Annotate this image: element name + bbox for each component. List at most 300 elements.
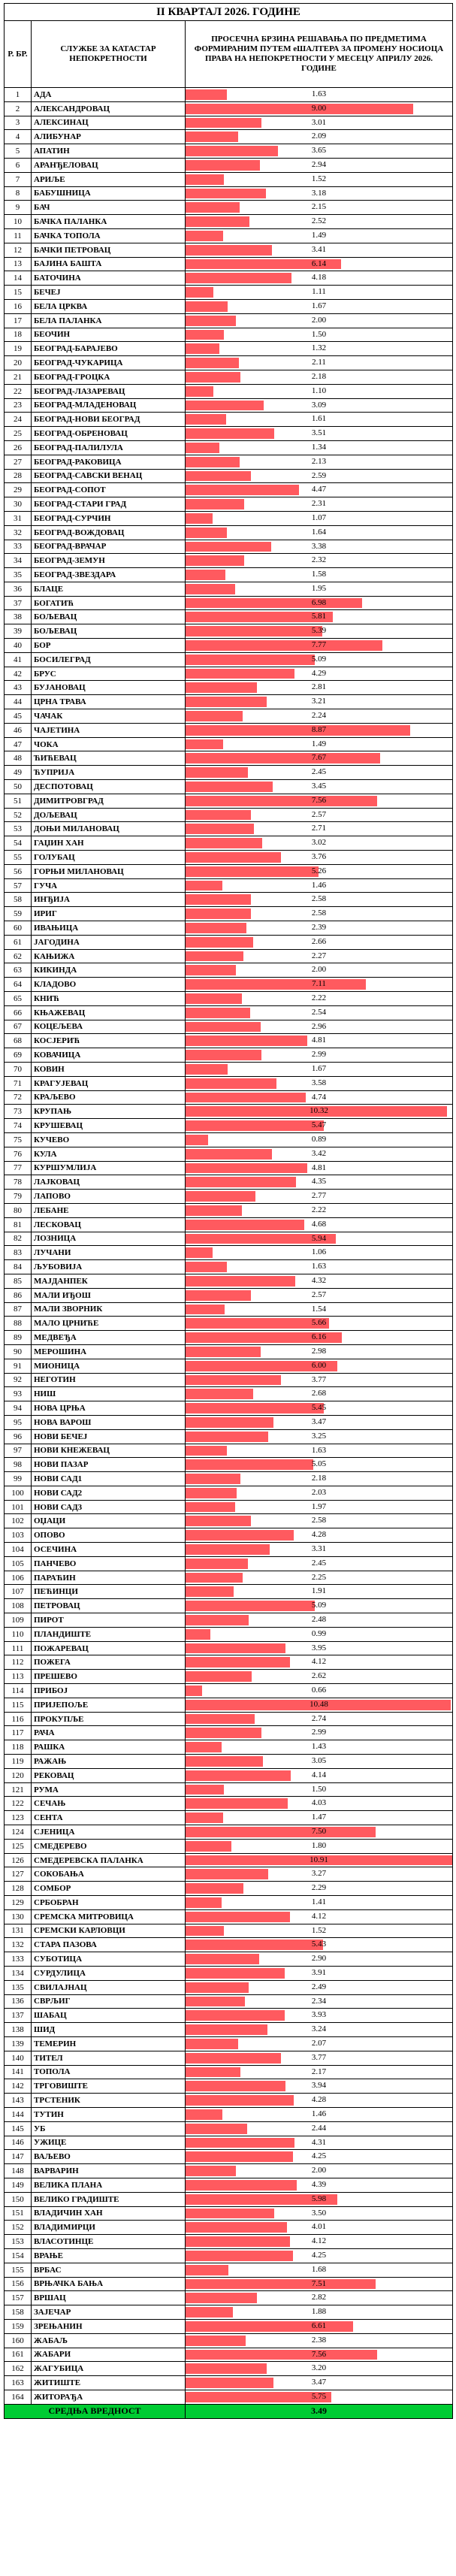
speed-bar-cell bbox=[186, 370, 453, 384]
bar-value-label: 7.77 bbox=[311, 640, 327, 650]
row-number: 151 bbox=[5, 2206, 32, 2221]
bar-value-label: 2.38 bbox=[311, 2335, 327, 2345]
row-number: 2 bbox=[5, 101, 32, 116]
row-number: 35 bbox=[5, 568, 32, 582]
service-name: ВАРВАРИН bbox=[32, 2164, 186, 2178]
table-row bbox=[5, 751, 453, 766]
speed-bar-cell bbox=[186, 681, 453, 695]
table-row bbox=[5, 440, 453, 455]
service-name: СЈЕНИЦА bbox=[32, 1825, 186, 1840]
bar-value-label: 3.47 bbox=[311, 1416, 327, 1426]
bar-value-label: 3.25 bbox=[311, 1431, 327, 1441]
table-row bbox=[5, 2376, 453, 2390]
speed-bar-cell bbox=[186, 427, 453, 441]
bar-value-label: 1.52 bbox=[311, 174, 327, 183]
service-name: БЕЧЕЈ bbox=[32, 286, 186, 300]
bar-value-label: 2.29 bbox=[311, 1883, 327, 1893]
speed-bar-cell bbox=[186, 2319, 453, 2333]
table-row bbox=[5, 1839, 453, 1853]
speed-bar-cell bbox=[186, 1556, 453, 1571]
bar-value-label: 5.94 bbox=[311, 1233, 327, 1243]
bar-value-label: 2.71 bbox=[311, 824, 327, 833]
service-name: АЛЕКСИНАЦ bbox=[32, 116, 186, 130]
row-number: 119 bbox=[5, 1755, 32, 1769]
row-number: 109 bbox=[5, 1613, 32, 1628]
row-number: 104 bbox=[5, 1543, 32, 1557]
row-number: 100 bbox=[5, 1486, 32, 1500]
row-number: 153 bbox=[5, 2235, 32, 2249]
service-name: ПРЕШЕВО bbox=[32, 1670, 186, 1684]
speed-bar-cell bbox=[186, 1613, 453, 1628]
bar-value-label: 1.50 bbox=[311, 1784, 327, 1794]
service-name: ЦРНА ТРАВА bbox=[32, 695, 186, 709]
speed-bar-cell bbox=[186, 1161, 453, 1175]
speed-bar-cell bbox=[186, 1641, 453, 1655]
speed-bar-cell bbox=[186, 780, 453, 794]
speed-bar-cell bbox=[186, 1387, 453, 1401]
service-name: ЋИЋЕВАЦ bbox=[32, 751, 186, 766]
row-number: 37 bbox=[5, 596, 32, 610]
speed-bar-cell bbox=[186, 2362, 453, 2376]
speed-bar-cell bbox=[186, 356, 453, 370]
speed-bar-cell bbox=[186, 1203, 453, 1217]
bar-value-label: 4.14 bbox=[311, 1770, 327, 1779]
table-row bbox=[5, 455, 453, 469]
speed-bar-cell bbox=[186, 1232, 453, 1246]
bar-value-label: 1.64 bbox=[311, 527, 327, 537]
row-number: 40 bbox=[5, 639, 32, 653]
row-number: 121 bbox=[5, 1782, 32, 1797]
row-number: 94 bbox=[5, 1401, 32, 1416]
service-name: ЖАГУБИЦА bbox=[32, 2362, 186, 2376]
bar-value-label: 5.75 bbox=[311, 2391, 327, 2401]
table-row bbox=[5, 1105, 453, 1119]
speed-bar-cell bbox=[186, 1712, 453, 1726]
speed-bar-cell bbox=[186, 2164, 453, 2178]
speed-bar-cell bbox=[186, 624, 453, 639]
row-number: 79 bbox=[5, 1190, 32, 1204]
bar-value-label: 1.97 bbox=[311, 1501, 327, 1511]
speed-bar-cell bbox=[186, 2107, 453, 2121]
row-number: 84 bbox=[5, 1260, 32, 1274]
row-number: 112 bbox=[5, 1655, 32, 1670]
service-name: ПЕЋИНЦИ bbox=[32, 1585, 186, 1599]
bar-value-label: 1.46 bbox=[311, 880, 327, 890]
row-number: 47 bbox=[5, 737, 32, 751]
table-row bbox=[5, 709, 453, 724]
bar-value-label: 4.32 bbox=[311, 1275, 327, 1285]
row-number: 154 bbox=[5, 2248, 32, 2263]
service-name: ЗРЕЊАНИН bbox=[32, 2319, 186, 2333]
row-number: 78 bbox=[5, 1175, 32, 1190]
row-number: 62 bbox=[5, 949, 32, 963]
service-name: НОВА ЦРЊА bbox=[32, 1401, 186, 1416]
service-name: КУЧЕВО bbox=[32, 1132, 186, 1147]
speed-bar-cell bbox=[186, 342, 453, 356]
table-row bbox=[5, 2192, 453, 2206]
table-row bbox=[5, 1952, 453, 1967]
service-name: ДИМИТРОВГРАД bbox=[32, 794, 186, 808]
row-number: 117 bbox=[5, 1726, 32, 1740]
service-name: НЕГОТИН bbox=[32, 1373, 186, 1387]
speed-bar-cell bbox=[186, 1768, 453, 1782]
table-row bbox=[5, 1401, 453, 1416]
bar-value-label: 3.51 bbox=[311, 428, 327, 438]
table-row bbox=[5, 158, 453, 172]
row-number: 52 bbox=[5, 808, 32, 822]
service-name: АПАТИН bbox=[32, 144, 186, 159]
service-name: КОВИН bbox=[32, 1062, 186, 1076]
table-row bbox=[5, 1811, 453, 1825]
service-name: БЕЛА ЦРКВА bbox=[32, 299, 186, 313]
service-name: ДЕСПОТОВАЦ bbox=[32, 780, 186, 794]
row-number: 90 bbox=[5, 1344, 32, 1359]
service-name: НИШ bbox=[32, 1387, 186, 1401]
row-number: 157 bbox=[5, 2291, 32, 2305]
speed-bar-cell bbox=[186, 1472, 453, 1486]
bar-value-label: 2.00 bbox=[311, 2166, 327, 2175]
service-name: ЈАГОДИНА bbox=[32, 935, 186, 949]
bar-value-label: 3.21 bbox=[311, 697, 327, 706]
speed-bar-cell bbox=[186, 2150, 453, 2164]
bar-value-label: 2.22 bbox=[311, 993, 327, 1002]
row-number: 13 bbox=[5, 257, 32, 271]
table-row bbox=[5, 356, 453, 370]
speed-bar-cell bbox=[186, 610, 453, 624]
speed-bar-cell bbox=[186, 1344, 453, 1359]
row-number: 43 bbox=[5, 681, 32, 695]
service-name: КУРШУМЛИЈА bbox=[32, 1161, 186, 1175]
service-name: КЛАДОВО bbox=[32, 978, 186, 992]
service-name: НОВА ВАРОШ bbox=[32, 1415, 186, 1429]
row-number: 7 bbox=[5, 172, 32, 186]
table-row bbox=[5, 328, 453, 342]
row-number: 53 bbox=[5, 822, 32, 836]
bar-value-label: 2.18 bbox=[311, 371, 327, 381]
row-number: 63 bbox=[5, 963, 32, 978]
speed-bar-cell bbox=[186, 1825, 453, 1840]
table-row bbox=[5, 949, 453, 963]
service-name: СРЕМСКИ КАРЛОВЦИ bbox=[32, 1924, 186, 1938]
row-number: 147 bbox=[5, 2150, 32, 2164]
speed-bar-cell bbox=[186, 1655, 453, 1670]
row-number: 56 bbox=[5, 864, 32, 878]
bar-value-label: 3.42 bbox=[311, 1148, 327, 1158]
speed-bar-cell bbox=[186, 228, 453, 243]
bar-value-label: 1.54 bbox=[311, 1304, 327, 1314]
service-name: МАЛИ ИЂОШ bbox=[32, 1288, 186, 1302]
table-row bbox=[5, 2036, 453, 2051]
row-number: 132 bbox=[5, 1938, 32, 1952]
row-number: 48 bbox=[5, 751, 32, 766]
table-row bbox=[5, 723, 453, 737]
bar-value-label: 2.58 bbox=[311, 894, 327, 904]
table-title: II КВАРТАЛ 2026. ГОДИНЕ bbox=[5, 4, 453, 21]
table-row bbox=[5, 1740, 453, 1755]
speed-bar-cell bbox=[186, 243, 453, 257]
bar-value-label: 10.48 bbox=[310, 1699, 328, 1709]
bar-value-label: 1.67 bbox=[311, 1063, 327, 1073]
table-row bbox=[5, 1203, 453, 1217]
speed-bar-cell bbox=[186, 1048, 453, 1063]
average-value: 3.49 bbox=[186, 2404, 453, 2418]
bar-value-label: 3.09 bbox=[311, 400, 327, 410]
bar-value-label: 5.39 bbox=[311, 626, 327, 636]
speed-bar-cell bbox=[186, 864, 453, 878]
bar-value-label: 2.52 bbox=[311, 216, 327, 226]
service-name: ПРИБОЈ bbox=[32, 1684, 186, 1698]
bar-value-label: 3.27 bbox=[311, 1869, 327, 1879]
table-row bbox=[5, 469, 453, 483]
speed-bar-cell bbox=[186, 413, 453, 427]
row-number: 161 bbox=[5, 2348, 32, 2362]
bar-value-label: 9.00 bbox=[311, 103, 327, 113]
row-number: 59 bbox=[5, 907, 32, 921]
service-name: БЕОГРАД-ВРАЧАР bbox=[32, 540, 186, 554]
table-row bbox=[5, 864, 453, 878]
row-number: 136 bbox=[5, 1994, 32, 2009]
average-label: СРЕДЊА ВРЕДНОСТ bbox=[5, 2404, 186, 2418]
speed-bar-cell bbox=[186, 1952, 453, 1967]
row-number: 106 bbox=[5, 1571, 32, 1585]
row-number: 20 bbox=[5, 356, 32, 370]
speed-bar-cell bbox=[186, 1217, 453, 1232]
service-name: БЕОГРАД-СТАРИ ГРАД bbox=[32, 497, 186, 512]
speed-bar-cell bbox=[186, 1331, 453, 1345]
service-name: ЧАЧАК bbox=[32, 709, 186, 724]
table-body bbox=[5, 88, 453, 2405]
speed-bar-cell bbox=[186, 709, 453, 724]
service-name: ДОЉЕВАЦ bbox=[32, 808, 186, 822]
bar-value-label: 4.12 bbox=[311, 1657, 327, 1667]
bar-value-label: 6.14 bbox=[311, 259, 327, 268]
table-row bbox=[5, 1641, 453, 1655]
speed-bar-cell bbox=[186, 186, 453, 201]
service-name: ПАРАЋИН bbox=[32, 1571, 186, 1585]
service-name: РАЖАЊ bbox=[32, 1755, 186, 1769]
table-row bbox=[5, 1627, 453, 1641]
row-number: 116 bbox=[5, 1712, 32, 1726]
table-row bbox=[5, 1599, 453, 1613]
bar-value-label: 1.63 bbox=[311, 89, 327, 98]
row-number: 6 bbox=[5, 158, 32, 172]
speed-bar-cell bbox=[186, 1119, 453, 1133]
speed-bar-cell bbox=[186, 737, 453, 751]
speed-bar-cell bbox=[186, 1938, 453, 1952]
row-number: 57 bbox=[5, 878, 32, 893]
table-row bbox=[5, 1938, 453, 1952]
row-number: 122 bbox=[5, 1797, 32, 1811]
bar-value-label: 1.91 bbox=[311, 1586, 327, 1596]
bar-value-label: 3.02 bbox=[311, 838, 327, 848]
speed-bar-cell bbox=[186, 1500, 453, 1514]
table-row bbox=[5, 1684, 453, 1698]
bar-value-label: 1.46 bbox=[311, 2109, 327, 2118]
table-row bbox=[5, 1867, 453, 1882]
bar-value-label: 3.94 bbox=[311, 2081, 327, 2091]
bar-value-label: 3.58 bbox=[311, 1078, 327, 1087]
service-name: ГАЏИН ХАН bbox=[32, 836, 186, 851]
table-row bbox=[5, 398, 453, 413]
row-number: 76 bbox=[5, 1147, 32, 1161]
table-row bbox=[5, 1458, 453, 1472]
row-number: 38 bbox=[5, 610, 32, 624]
bar-value-label: 2.98 bbox=[311, 1346, 327, 1356]
row-number: 141 bbox=[5, 2065, 32, 2079]
bar-value-label: 4.81 bbox=[311, 1163, 327, 1172]
bar-value-label: 2.32 bbox=[311, 555, 327, 565]
bar-value-label: 2.49 bbox=[311, 1982, 327, 1991]
table-row bbox=[5, 963, 453, 978]
row-number: 41 bbox=[5, 652, 32, 667]
service-name: МИОНИЦА bbox=[32, 1359, 186, 1373]
bar-value-label: 5.81 bbox=[311, 612, 327, 621]
bar-value-label: 2.58 bbox=[311, 909, 327, 918]
table-row bbox=[5, 2333, 453, 2348]
service-name: ЖИТИШТЕ bbox=[32, 2376, 186, 2390]
bar-value-label: 2.90 bbox=[311, 1954, 327, 1964]
row-number: 92 bbox=[5, 1373, 32, 1387]
speed-bar-cell bbox=[186, 1005, 453, 1020]
service-name: РАЧА bbox=[32, 1726, 186, 1740]
speed-bar-cell bbox=[186, 568, 453, 582]
service-name: УЖИЦЕ bbox=[32, 2136, 186, 2150]
row-number: 28 bbox=[5, 469, 32, 483]
table-row bbox=[5, 836, 453, 851]
speed-bar-cell bbox=[186, 2221, 453, 2235]
service-name: БЕОГРАД-СОПОТ bbox=[32, 483, 186, 497]
speed-bar-cell bbox=[186, 101, 453, 116]
row-number: 113 bbox=[5, 1670, 32, 1684]
speed-bar-cell bbox=[186, 313, 453, 328]
table-row bbox=[5, 1543, 453, 1557]
speed-bar-cell bbox=[186, 794, 453, 808]
row-number: 134 bbox=[5, 1966, 32, 1980]
bar-value-label: 7.11 bbox=[312, 979, 326, 989]
speed-bar-cell bbox=[186, 1415, 453, 1429]
service-name: СЕЧАЊ bbox=[32, 1797, 186, 1811]
bar-value-label: 4.28 bbox=[311, 1530, 327, 1540]
bar-value-label: 4.31 bbox=[311, 2137, 327, 2147]
speed-bar-cell bbox=[186, 1585, 453, 1599]
bar-value-label: 1.07 bbox=[311, 512, 327, 522]
speed-bar-cell bbox=[186, 1175, 453, 1190]
row-number: 14 bbox=[5, 271, 32, 286]
row-number: 82 bbox=[5, 1232, 32, 1246]
bar-value-label: 1.11 bbox=[312, 287, 326, 297]
table-row bbox=[5, 2362, 453, 2376]
bar-value-label: 1.06 bbox=[311, 1247, 327, 1257]
bar-value-label: 2.22 bbox=[311, 1205, 327, 1214]
bar-value-label: 2.00 bbox=[311, 315, 327, 325]
row-number: 99 bbox=[5, 1472, 32, 1486]
service-name: КЊАЖЕВАЦ bbox=[32, 1005, 186, 1020]
bar-value-label: 1.49 bbox=[311, 230, 327, 240]
table-row bbox=[5, 1755, 453, 1769]
speed-bar-cell bbox=[186, 2263, 453, 2277]
table-row bbox=[5, 2206, 453, 2221]
bar-value-label: 4.03 bbox=[311, 1798, 327, 1808]
bar-value-label: 10.32 bbox=[310, 1106, 328, 1116]
bar-value-label: 2.68 bbox=[311, 1389, 327, 1398]
bar-value-label: 2.07 bbox=[311, 2038, 327, 2048]
speed-bar-cell bbox=[186, 1302, 453, 1317]
speed-bar-cell bbox=[186, 652, 453, 667]
service-name: ТУТИН bbox=[32, 2107, 186, 2121]
table-row bbox=[5, 2107, 453, 2121]
row-number: 83 bbox=[5, 1246, 32, 1260]
bar-value-label: 5.47 bbox=[311, 1120, 327, 1130]
bar-value-label: 8.87 bbox=[311, 724, 327, 734]
speed-bar-cell bbox=[186, 483, 453, 497]
row-number: 164 bbox=[5, 2390, 32, 2404]
row-number: 32 bbox=[5, 525, 32, 540]
speed-bar-cell bbox=[186, 1317, 453, 1331]
bar-value-label: 3.38 bbox=[311, 541, 327, 551]
speed-bar-cell bbox=[186, 1811, 453, 1825]
table-row bbox=[5, 851, 453, 865]
table-row bbox=[5, 540, 453, 554]
speed-bar-cell bbox=[186, 299, 453, 313]
service-name: БЕОГРАД-СУРЧИН bbox=[32, 511, 186, 525]
table-row bbox=[5, 1528, 453, 1543]
bar-value-label: 1.43 bbox=[311, 1742, 327, 1752]
service-name: ПИРОТ bbox=[32, 1613, 186, 1628]
service-name: БРУС bbox=[32, 667, 186, 681]
table-row bbox=[5, 1585, 453, 1599]
table-row bbox=[5, 2248, 453, 2263]
service-name: ВРАЊЕ bbox=[32, 2248, 186, 2263]
service-name: КОСЈЕРИЋ bbox=[32, 1034, 186, 1048]
row-number: 80 bbox=[5, 1203, 32, 1217]
bar-value-label: 5.26 bbox=[311, 866, 327, 875]
service-name: ИВАЊИЦА bbox=[32, 921, 186, 936]
speed-bar-cell bbox=[186, 878, 453, 893]
speed-bar-cell bbox=[186, 271, 453, 286]
table-row bbox=[5, 2009, 453, 2023]
table-row bbox=[5, 1317, 453, 1331]
speed-bar-cell bbox=[186, 116, 453, 130]
service-name: БОСИЛЕГРАД bbox=[32, 652, 186, 667]
speed-bar-cell bbox=[186, 1401, 453, 1416]
row-number: 65 bbox=[5, 992, 32, 1006]
service-name: СУБОТИЦА bbox=[32, 1952, 186, 1967]
row-number: 115 bbox=[5, 1698, 32, 1712]
speed-bar-cell bbox=[186, 1105, 453, 1119]
table-row bbox=[5, 228, 453, 243]
bar-value-label: 3.01 bbox=[311, 117, 327, 127]
row-number: 107 bbox=[5, 1585, 32, 1599]
speed-bar-cell bbox=[186, 949, 453, 963]
row-number: 118 bbox=[5, 1740, 32, 1755]
service-name: АДА bbox=[32, 88, 186, 102]
table-row bbox=[5, 1147, 453, 1161]
bar-value-label: 2.25 bbox=[311, 1572, 327, 1582]
service-name: БУЈАНОВАЦ bbox=[32, 681, 186, 695]
service-name: ЋУПРИЈА bbox=[32, 766, 186, 780]
service-name: ЖАБАРИ bbox=[32, 2348, 186, 2362]
service-name: НОВИ САД2 bbox=[32, 1486, 186, 1500]
service-name: БЕОГРАД-ПАЛИЛУЛА bbox=[32, 440, 186, 455]
bar-value-label: 2.94 bbox=[311, 159, 327, 169]
speed-bar-cell bbox=[186, 497, 453, 512]
table-row bbox=[5, 2150, 453, 2164]
service-name: ВРБАС bbox=[32, 2263, 186, 2277]
row-number: 131 bbox=[5, 1924, 32, 1938]
service-name: БАБУШНИЦА bbox=[32, 186, 186, 201]
service-name: ПАНЧЕВО bbox=[32, 1556, 186, 1571]
table-row bbox=[5, 554, 453, 568]
